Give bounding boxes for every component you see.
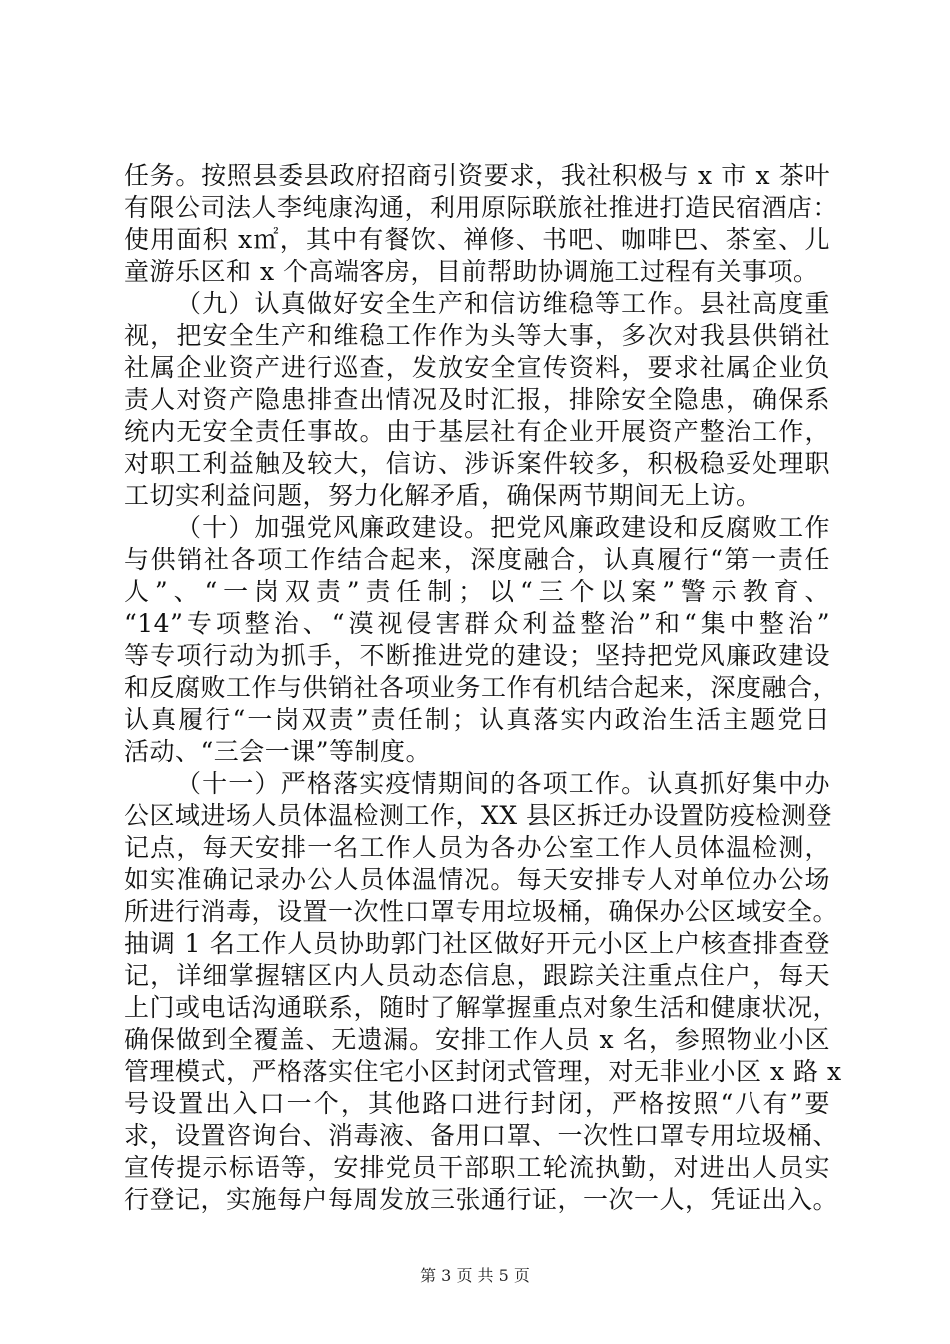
paragraph [124, 512, 839, 768]
text-line: 公区域进场人员体温检测工作，XX 县区拆迁办设置防疫检测登 [124, 801, 833, 830]
text-line: 有限公司法人李纯康沟通，利用原际联旅社推进打造民宿酒店： [124, 193, 839, 222]
text-line: 使用面积 x㎡，其中有餐饮、禅修、书吧、咖啡巴、茶室、儿 [124, 225, 830, 254]
text-line: 与供销社各项工作结合起来，深度融合，认真履行“第一责任 [124, 545, 830, 574]
text-line: 认真履行“一岗双责”责任制；认真落实内政治生活主题党日 [124, 705, 830, 734]
paragraph [124, 288, 830, 512]
text-line: 宣传提示标语等，安排党员干部职工轮流执勤，对进出人员实 [124, 1153, 830, 1182]
text-line: 等专项行动为抓手，不断推进党的建设；坚持把党风廉政建设 [124, 641, 830, 670]
text-line: 童游乐区和 x 个高端客房，目前帮助协调施工过程有关事项。 [124, 257, 819, 286]
text-line: 管理模式，严格落实住宅小区封闭式管理，对无非业小区 x 路 x [124, 1057, 842, 1086]
text-line: 如实准确记录办公人员体温情况。每天安排专人对单位办公场 [124, 865, 830, 894]
text-line: 求，设置咨询台、消毒液、备用口罩、一次性口罩专用垃圾桶、 [124, 1121, 839, 1150]
text-line: （十一）严格落实疫情期间的各项工作。认真抓好集中办 [176, 769, 830, 798]
paragraph [124, 160, 839, 288]
text-line: 任务。按照县委县政府招商引资要求，我社积极与 x 市 x 茶叶 [124, 161, 830, 190]
text-line: （十）加强党风廉政建设。把党风廉政建设和反腐败工作 [176, 513, 830, 542]
paragraph [124, 768, 842, 1216]
text-line: 抽调 1 名工作人员协助郭门社区做好开元小区上户核查排查登 [124, 929, 830, 958]
text-line: 工切实利益问题，努力化解矛盾，确保两节期间无上访。 [124, 481, 762, 510]
text-line: 社属企业资产进行巡查，发放安全宣传资料，要求社属企业负 [124, 353, 830, 382]
text-line: 所进行消毒，设置一次性口罩专用垃圾桶，确保办公区域安全。 [124, 897, 839, 926]
text-line: 记，详细掌握辖区内人员动态信息，跟踪关注重点住户，每天 [124, 961, 830, 990]
text-line: 上门或电话沟通联系，随时了解掌握重点对象生活和健康状况， [124, 993, 839, 1022]
text-line: 和反腐败工作与供销社各项业务工作有机结合起来，深度融合， [124, 673, 839, 702]
text-line: （九）认真做好安全生产和信访维稳等工作。县社高度重 [176, 289, 830, 318]
text-line: 号设置出入口一个，其他路口进行封闭，严格按照“八有”要 [124, 1089, 830, 1118]
text-line: 视，把安全生产和维稳工作作为头等大事，多次对我县供销社 [124, 321, 830, 350]
page-footer: 第 3 页 共 5 页 [420, 1266, 530, 1285]
text-line: 统内无安全责任事故。由于基层社有企业开展资产整治工作， [124, 417, 830, 446]
text-line: “14”专项整治、“漠视侵害群众利益整治”和“集中整治” [124, 609, 830, 638]
text-line: 记点，每天安排一名工作人员为各办公室工作人员体温检测， [124, 833, 830, 862]
text-line: 确保做到全覆盖、无遗漏。安排工作人员 x 名，参照物业小区 [124, 1025, 830, 1054]
text-line: 人”、“一岗双责”责任制；以“三个以案”警示教育、 [124, 577, 830, 606]
text-line: 行登记，实施每户每周发放三张通行证，一次一人，凭证出入。 [124, 1185, 839, 1214]
text-line: 活动、“三会一课”等制度。 [124, 737, 432, 766]
document-body [124, 160, 842, 1216]
text-line: 对职工利益触及较大，信访、涉诉案件较多，积极稳妥处理职 [124, 449, 830, 478]
text-line: 责人对资产隐患排查出情况及时汇报，排除安全隐患，确保系 [124, 385, 830, 414]
